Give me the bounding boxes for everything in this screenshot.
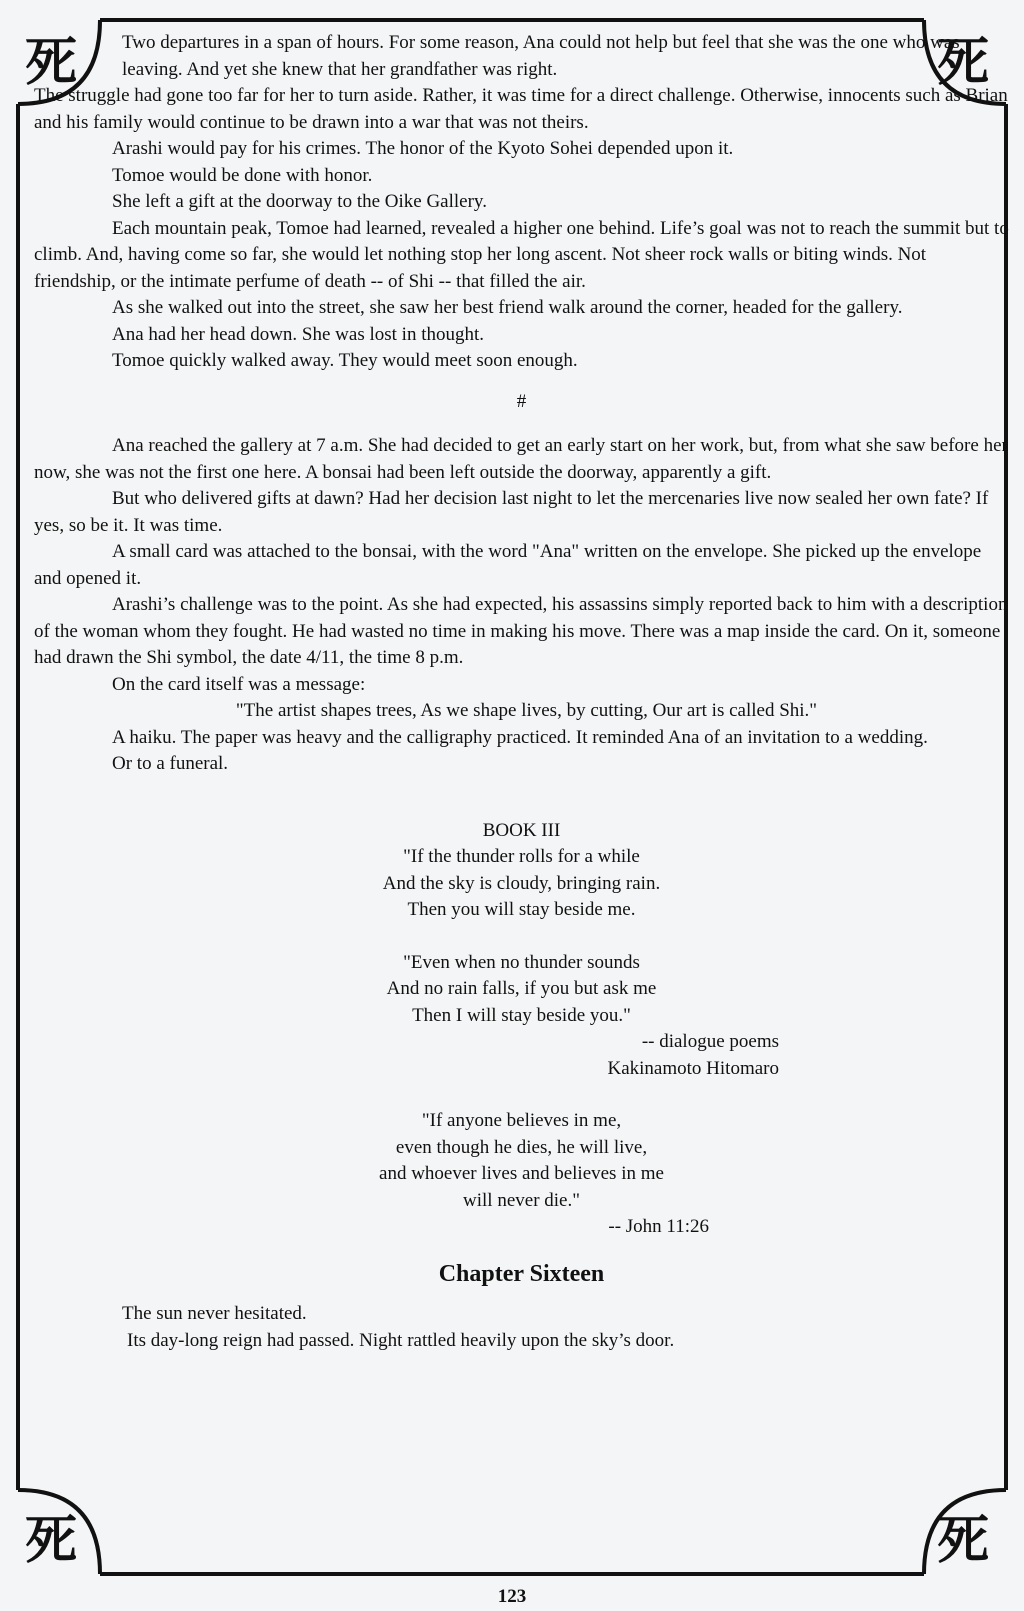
paragraph: Or to a funeral. xyxy=(112,753,229,774)
verse-attribution: -- John 11:26 xyxy=(608,1216,709,1237)
verse-line: even though he dies, he will live, xyxy=(395,1136,648,1158)
poem-line: "If the thunder rolls for a while xyxy=(403,846,640,867)
poem-line: And the sky is cloudy, bringing rain. xyxy=(382,872,661,894)
section-separator: # xyxy=(516,390,527,412)
page-frame xyxy=(12,12,1012,1582)
verse-line: "If anyone believes in me, xyxy=(421,1110,622,1131)
poem-line: Then I will stay beside you." xyxy=(412,1004,631,1026)
page-number: 123 xyxy=(497,1586,527,1607)
paragraph: Each mountain peak, Tomoe had learned, revealed a higher one behind. Life’s goal was not to reach the summit but to climb. And, having come so far, she would let nothing stop her long ascent. Not sheer rock walls or biting winds. Not friendship, or the intimate perfume of death -- of Shi -- that filled the air. xyxy=(34,217,1009,292)
corner-glyph-bottom-right: 死 xyxy=(936,1509,989,1571)
poem-attribution: -- dialogue poems xyxy=(641,1031,779,1052)
verse-line: will never die." xyxy=(463,1189,580,1211)
corner-glyph-top-left: 死 xyxy=(24,31,77,93)
paragraph: The struggle had gone too far for her to turn aside. Rather, it was time for a direct challenge. Otherwise, innocents such as Brian and his family would continue to be drawn into a war that was not theirs. xyxy=(34,85,1008,133)
paragraph: Tomoe would be done with honor. xyxy=(112,164,373,186)
chapter-title: Chapter Sixteen xyxy=(438,1260,605,1287)
poem-line: And no rain falls, if you but ask me xyxy=(386,978,657,999)
corner-glyph-top-right: 死 xyxy=(936,31,989,93)
paragraph: Two departures in a span of hours. For some reason, Ana could not help but feel that she was the one who was leaving. And yet she knew that her grandfather was right. xyxy=(122,32,960,80)
page-body xyxy=(34,30,1009,1354)
verse-line: and whoever lives and believes in me xyxy=(379,1163,664,1184)
paragraph: Tomoe quickly walked away. They would meet soon enough. xyxy=(112,350,578,371)
paragraph: Arashi’s challenge was to the point. As she had expected, his assassins simply reported back to him with a description of the woman whom they fought. He had wasted no time in making his move. There was a map inside the card. On it, someone had drawn the Shi symbol, the date 4/11, the time 8 p.m. xyxy=(34,594,1008,668)
paragraph: She left a gift at the doorway to the Oike Gallery. xyxy=(112,191,487,212)
paragraph: As she walked out into the street, she saw her best friend walk around the corner, headed for the gallery. xyxy=(112,297,903,318)
paragraph: A haiku. The paper was heavy and the calligraphy practiced. It reminded Ana of an invitation to a wedding. xyxy=(112,726,928,748)
book-title: BOOK III xyxy=(482,819,561,841)
paragraph: Its day-long reign had passed. Night rattled heavily upon the sky’s door. xyxy=(127,1329,675,1351)
paragraph: Ana had her head down. She was lost in thought. xyxy=(112,323,485,345)
paragraph: On the card itself was a message: xyxy=(112,673,366,695)
paragraph: The sun never hesitated. xyxy=(122,1303,307,1324)
paragraph: Arashi would pay for his crimes. The honor of the Kyoto Sohei depended upon it. xyxy=(112,138,734,159)
poem-line: "Even when no thunder sounds xyxy=(403,951,640,973)
paragraph: Ana reached the gallery at 7 a.m. She had decided to get an early start on her work, but, from what she saw before her now, she was not the first one here. A bonsai had been left outside the doorway, apparently a gift. xyxy=(34,435,1008,483)
corner-glyph-bottom-left: 死 xyxy=(24,1509,77,1571)
paragraph: But who delivered gifts at dawn? Had her decision last night to let the mercenaries live now sealed her own fate? If yes, so be it. It was time. xyxy=(34,488,989,536)
haiku-message: "The artist shapes trees, As we shape lives, by cutting, Our art is called Shi." xyxy=(235,700,818,721)
paragraph: A small card was attached to the bonsai, with the word "Ana" written on the envelope. She picked up the envelope and opened it. xyxy=(34,541,982,589)
poem-line: Then you will stay beside me. xyxy=(407,899,636,920)
poem-author: Kakinamoto Hitomaro xyxy=(607,1057,779,1079)
